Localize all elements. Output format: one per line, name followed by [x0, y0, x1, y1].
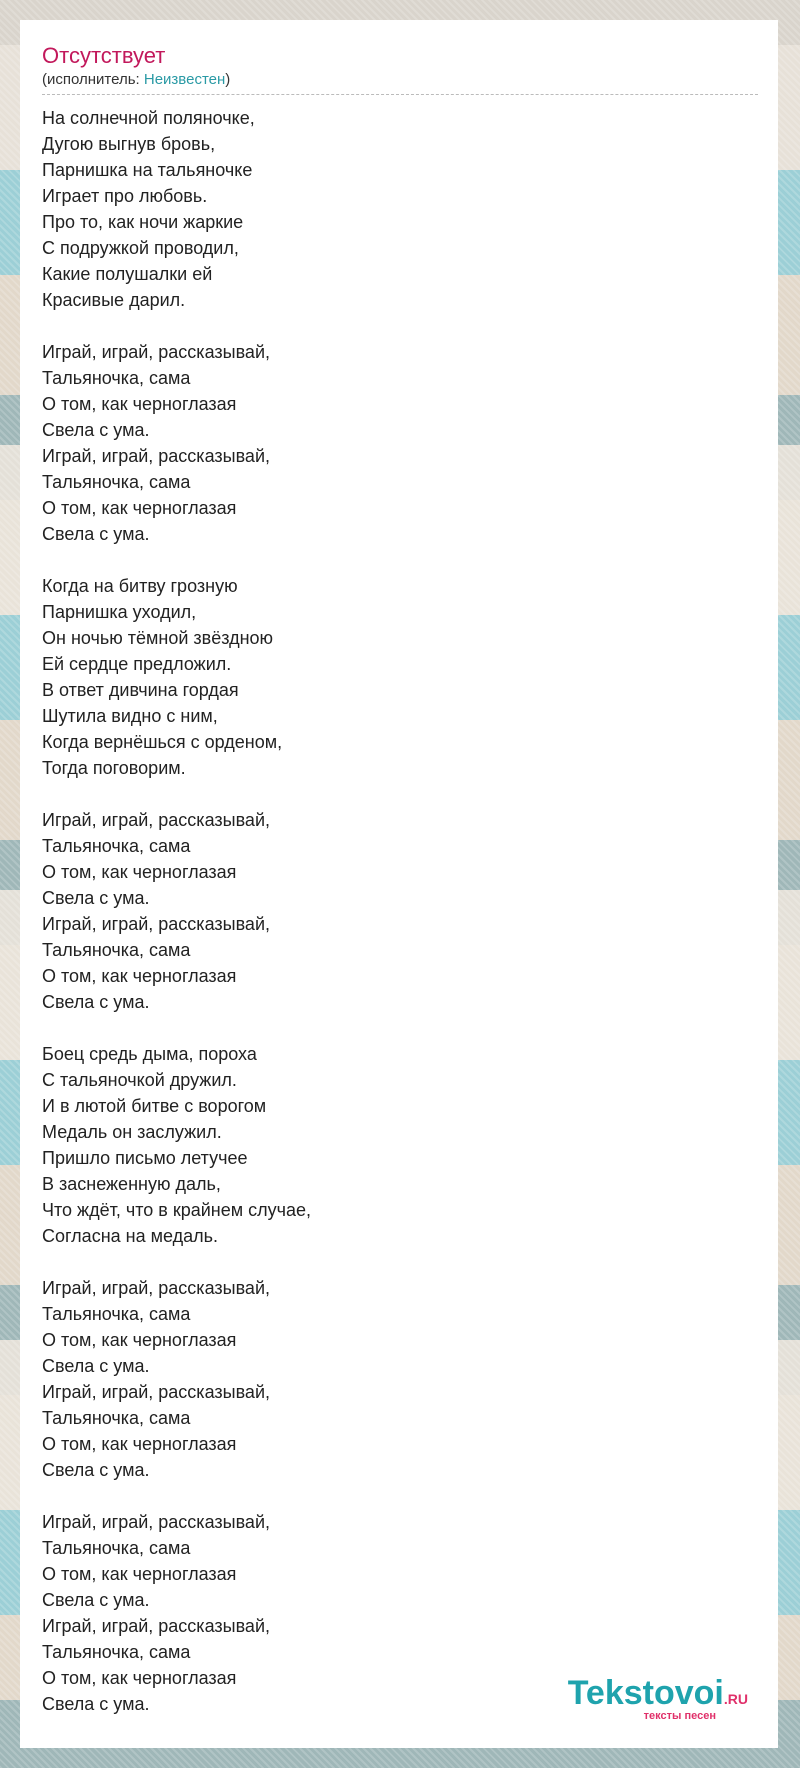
lyrics-line: Тальяночка, сама — [42, 472, 191, 492]
lyrics-line: Что ждёт, что в крайнем случае, — [42, 1200, 312, 1220]
lyrics-line: Когда на битву грозную — [42, 576, 238, 596]
lyrics-line: Парнишка уходил, — [42, 602, 197, 622]
lyrics-line: Боец средь дыма, пороха — [42, 1044, 257, 1064]
lyrics-line: Свела с ума. — [42, 1460, 150, 1480]
lyrics-line: Играй, играй, рассказывай, — [42, 1382, 270, 1402]
lyrics-line: О том, как черноглазая — [42, 1668, 237, 1688]
lyrics-stanza — [42, 1041, 756, 1249]
lyrics-line: С подружкой проводил, — [42, 238, 239, 258]
artist-link[interactable]: Неизвестен — [143, 71, 226, 88]
lyrics-line: О том, как черноглазая — [42, 862, 237, 882]
lyrics-stanza — [42, 807, 756, 1015]
lyrics-line: Играет про любовь. — [42, 186, 208, 206]
artist-prefix: (исполнитель: — [42, 71, 144, 88]
lyrics-line: Играй, играй, рассказывай, — [42, 1278, 270, 1298]
lyrics-line: О том, как черноглазая — [42, 1330, 237, 1350]
lyrics-line: О том, как черноглазая — [42, 498, 237, 518]
lyrics-line: Свела с ума. — [42, 524, 150, 544]
lyrics-line: Шутила видно с ним, — [42, 706, 218, 726]
logo-wordmark: Tekstovoi — [567, 1674, 724, 1712]
lyrics-line: Какие полушалки ей — [42, 264, 213, 284]
lyrics-line: Согласна на медаль. — [42, 1226, 218, 1246]
lyrics-stanza — [42, 1275, 756, 1483]
lyrics-line: Тальяночка, сама — [42, 368, 191, 388]
lyrics-line: Играй, играй, рассказывай, — [42, 914, 270, 934]
lyrics-card — [20, 20, 778, 1748]
lyrics-line: С тальяночкой дружил. — [42, 1070, 237, 1090]
lyrics-line: Дугою выгнув бровь, — [42, 134, 216, 154]
lyrics-line: Тальяночка, сама — [42, 1642, 191, 1662]
lyrics-line: В заснеженную даль, — [42, 1174, 221, 1194]
lyrics-line: Он ночью тёмной звёздною — [42, 628, 274, 648]
lyrics-line: Играй, играй, рассказывай, — [42, 1616, 270, 1636]
lyrics-line: Медаль он заслужил. — [42, 1122, 222, 1142]
lyrics-line: Свела с ума. — [42, 420, 150, 440]
lyrics-stanza — [42, 573, 756, 781]
logo-subtitle: тексты песен — [643, 1710, 716, 1722]
lyrics-line: В ответ дивчина гордая — [42, 680, 239, 700]
artist-suffix: ) — [225, 71, 231, 88]
lyrics-line: Играй, играй, рассказывай, — [42, 810, 270, 830]
lyrics-line: Про то, как ночи жаркие — [42, 212, 244, 232]
site-logo[interactable] — [568, 1676, 748, 1722]
lyrics-line: Свела с ума. — [42, 1694, 150, 1714]
lyrics-text — [42, 105, 756, 1717]
artist-line — [42, 70, 758, 95]
lyrics-line: Тальяночка, сама — [42, 1304, 191, 1324]
lyrics-line: Пришло письмо летучее — [42, 1148, 248, 1168]
song-title: Отсутствует — [42, 43, 166, 68]
lyrics-line: О том, как черноглазая — [42, 966, 237, 986]
lyrics-line: Тогда поговорим. — [42, 758, 186, 778]
lyrics-line: Тальяночка, сама — [42, 1538, 191, 1558]
lyrics-line: Играй, играй, рассказывай, — [42, 342, 270, 362]
lyrics-line: Парнишка на тальяночке — [42, 160, 253, 180]
lyrics-line: О том, как черноглазая — [42, 1564, 237, 1584]
lyrics-line: О том, как черноглазая — [42, 394, 237, 414]
lyrics-line: Играй, играй, рассказывай, — [42, 1512, 270, 1532]
lyrics-line: Играй, играй, рассказывай, — [42, 446, 270, 466]
lyrics-line: На солнечной поляночке, — [42, 108, 255, 128]
lyrics-line: Когда вернёшься с орденом, — [42, 732, 283, 752]
lyrics-line: Красивые дарил. — [42, 290, 186, 310]
lyrics-line: Тальяночка, сама — [42, 836, 191, 856]
lyrics-line: Свела с ума. — [42, 888, 150, 908]
lyrics-line: О том, как черноглазая — [42, 1434, 237, 1454]
lyrics-line: Тальяночка, сама — [42, 940, 191, 960]
lyrics-stanza — [42, 105, 756, 313]
lyrics-line: Свела с ума. — [42, 1590, 150, 1610]
lyrics-line: И в лютой битве с ворогом — [42, 1096, 267, 1116]
lyrics-line: Тальяночка, сама — [42, 1408, 191, 1428]
lyrics-stanza — [42, 339, 756, 547]
lyrics-line: Ей сердце предложил. — [42, 654, 232, 674]
logo-tld: .RU — [723, 1691, 748, 1707]
lyrics-line: Свела с ума. — [42, 1356, 150, 1376]
lyrics-line: Свела с ума. — [42, 992, 150, 1012]
